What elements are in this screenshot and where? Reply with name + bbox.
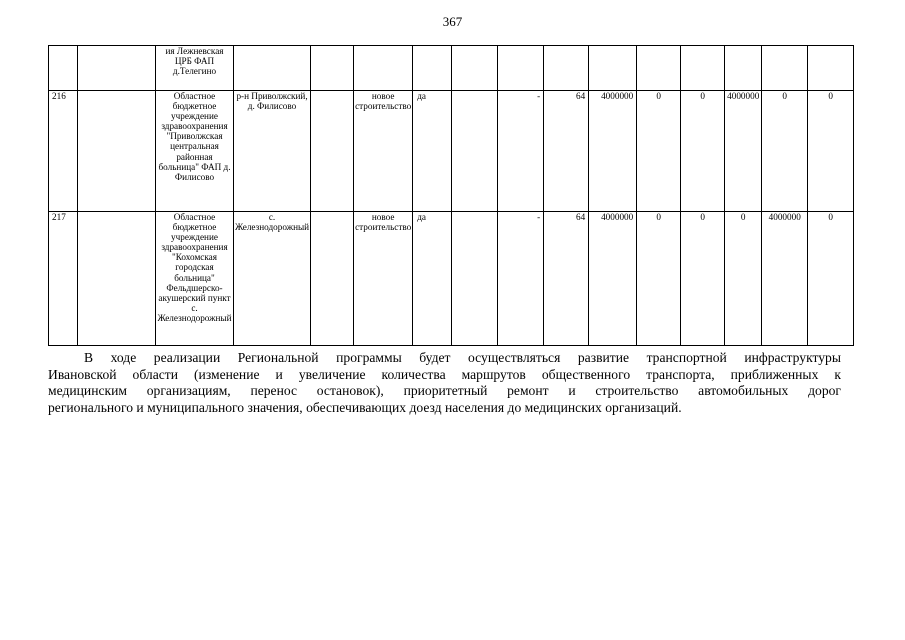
- paragraph-line: регионального и муниципального значения, обеспечивающих доезд населения до медицинских организаций.: [48, 400, 682, 416]
- table-cell: [452, 46, 498, 91]
- table-cell: [311, 46, 354, 91]
- table-cell: [498, 46, 544, 91]
- body-paragraph: [48, 350, 841, 417]
- table-cell: [49, 46, 78, 91]
- table-cell: [589, 46, 637, 91]
- table-cell: [544, 46, 589, 91]
- table-cell: Областное бюджетное учреждение здравоохранения "Приволжская центральная районная больница" ФАП д. Филисово: [156, 91, 234, 212]
- table-cell: [311, 212, 354, 346]
- table-cell: 0: [808, 91, 854, 212]
- table-cell: 4000000: [589, 91, 637, 212]
- table-cell: да: [413, 91, 452, 212]
- table-cell: 4000000: [589, 212, 637, 346]
- table-cell: 0: [725, 212, 762, 346]
- table-cell: [452, 212, 498, 346]
- paragraph-line: В ходе реализации Региональной программы будет осуществляться развитие транспортной инфраструктуры: [84, 350, 841, 365]
- table-cell: [78, 212, 156, 346]
- table-cell: 0: [637, 212, 681, 346]
- table-cell: р-н Приволжский, д. Филисово: [234, 91, 311, 212]
- paragraph-line: медицинским организациям, перенос остановок), приоритетный ремонт и строительство автомобильных дорог: [48, 383, 841, 399]
- table-cell: 0: [808, 212, 854, 346]
- table-cell: [78, 91, 156, 212]
- table-cell: [681, 46, 725, 91]
- page-number: 367: [442, 14, 463, 29]
- table-cell: [311, 91, 354, 212]
- table-cell: [725, 46, 762, 91]
- table-cell: [78, 46, 156, 91]
- table-cell: [854, 46, 857, 91]
- objects-table: [48, 45, 857, 346]
- table-row: [49, 91, 857, 212]
- table-cell: -: [498, 212, 544, 346]
- row-number: 217: [49, 212, 78, 346]
- table-cell: новое строительство: [354, 91, 413, 212]
- table-cell: 0: [681, 212, 725, 346]
- table-cell: 0: [681, 91, 725, 212]
- table-cell: [234, 46, 311, 91]
- table-cell: 64: [544, 212, 589, 346]
- paragraph-line: Ивановской области (изменение и увеличение количества маршрутов общественного транспорта, приближенных к: [48, 366, 841, 382]
- table-cell: Областное бюджетное учреждение здравоохранения "Кохомская городская больница" Фельдшерско-акушерский пункт с. Железнодорожный: [156, 212, 234, 346]
- table-cell: [354, 46, 413, 91]
- table-cell: 64: [544, 91, 589, 212]
- table-cell: [637, 46, 681, 91]
- table-cell: новое строительство: [354, 212, 413, 346]
- table-cell: ия Лежневская ЦРБ ФАП д.Телегино: [156, 46, 234, 91]
- table-cell: 0: [637, 91, 681, 212]
- row-number: 216: [49, 91, 78, 212]
- table-row: [49, 212, 857, 346]
- table-cell: да: [413, 212, 452, 346]
- table-cell: 4000000: [725, 91, 762, 212]
- table-cell: [854, 212, 857, 346]
- table-cell: 0: [762, 91, 808, 212]
- table-cell: [762, 46, 808, 91]
- table-cell: [413, 46, 452, 91]
- table-cell: [854, 91, 857, 212]
- table-cell: с. Железнодорожный: [234, 212, 311, 346]
- table-cell: [452, 91, 498, 212]
- table-cell: [808, 46, 854, 91]
- table-row: [49, 46, 857, 91]
- table-cell: -: [498, 91, 544, 212]
- table-cell: 4000000: [762, 212, 808, 346]
